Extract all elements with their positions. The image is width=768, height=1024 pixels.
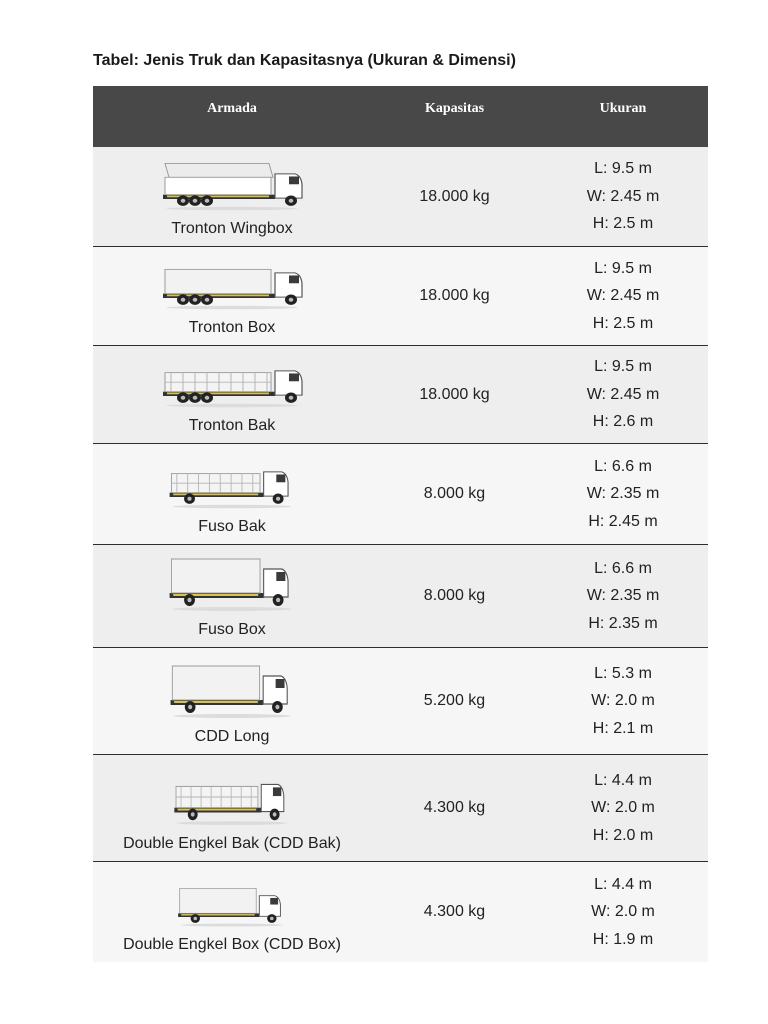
header-ukuran: Ukuran — [599, 101, 647, 116]
page-title: Tabel: Jenis Truk dan Kapasitasnya (Ukuran & Dimensi) — [93, 52, 516, 69]
armada-cell — [93, 247, 371, 345]
header-armada: Armada — [207, 101, 257, 116]
capacity-cell — [371, 755, 538, 861]
capacity-value: 18.000 kg — [419, 287, 490, 304]
dimension-height: H: 2.6 m — [592, 413, 654, 431]
dimension-height: H: 2.0 m — [592, 826, 654, 844]
dimension-width: W: 2.0 m — [591, 903, 655, 921]
dimensions-cell — [538, 648, 708, 754]
truck-fuso-box-icon — [166, 553, 298, 613]
truck-name: Tronton Bak — [188, 417, 276, 434]
dimension-width: W: 2.45 m — [586, 385, 660, 403]
capacity-value: 4.300 kg — [423, 903, 486, 920]
dimension-width: W: 2.0 m — [591, 692, 655, 710]
truck-cdd-bak-icon — [171, 769, 293, 827]
table-row — [93, 862, 708, 962]
truck-name: CDD Long — [194, 728, 270, 745]
table-row — [93, 346, 708, 444]
table-row — [93, 545, 708, 648]
truck-name: Tronton Box — [188, 319, 276, 336]
armada-cell — [93, 346, 371, 443]
dimensions-cell — [538, 444, 708, 544]
capacity-value: 18.000 kg — [419, 385, 490, 403]
dimension-height: H: 2.45 m — [588, 512, 658, 530]
dimension-height: H: 2.35 m — [588, 614, 658, 632]
dimension-length: L: 4.4 m — [594, 875, 652, 893]
dimensions-cell — [538, 862, 708, 962]
truck-name: Fuso Bak — [198, 518, 266, 535]
truck-cdd-long-icon — [167, 660, 297, 720]
dimension-length: L: 5.3 m — [594, 664, 652, 682]
dimension-length: L: 9.5 m — [594, 358, 652, 376]
dimensions-cell — [538, 147, 708, 246]
truck-cdd-box-icon — [175, 884, 289, 928]
truck-name: Fuso Box — [198, 621, 266, 638]
truck-table — [93, 86, 708, 962]
truck-tronton-wingbox-icon — [159, 160, 305, 212]
capacity-cell — [371, 648, 538, 754]
dimensions-cell — [538, 247, 708, 345]
dimensions-cell — [538, 346, 708, 443]
truck-name: Double Engkel Box (CDD Box) — [123, 936, 341, 953]
table-body — [93, 147, 708, 962]
dimension-length: L: 9.5 m — [594, 160, 652, 178]
capacity-cell — [371, 346, 538, 443]
dimension-width: W: 2.45 m — [586, 187, 660, 205]
capacity-value: 8.000 kg — [423, 485, 486, 502]
truck-tronton-box-icon — [159, 259, 305, 311]
dimension-width: W: 2.0 m — [591, 799, 655, 817]
capacity-value: 5.200 kg — [423, 692, 486, 709]
dimension-length: L: 6.6 m — [594, 457, 652, 475]
armada-cell — [93, 755, 371, 861]
dimension-width: W: 2.35 m — [586, 587, 660, 605]
capacity-cell — [371, 147, 538, 246]
capacity-cell — [371, 247, 538, 345]
capacity-cell — [371, 444, 538, 544]
dimensions-cell — [538, 755, 708, 861]
dimension-height: H: 2.1 m — [592, 719, 654, 737]
table-row — [93, 147, 708, 247]
armada-cell — [93, 147, 371, 246]
dimension-width: W: 2.35 m — [586, 485, 660, 503]
truck-fuso-bak-icon — [166, 458, 298, 510]
dimension-height: H: 2.5 m — [592, 215, 654, 233]
armada-cell — [93, 862, 371, 962]
table-row — [93, 247, 708, 346]
capacity-value: 8.000 kg — [423, 587, 486, 604]
table-row — [93, 648, 708, 755]
truck-name: Tronton Wingbox — [171, 220, 293, 237]
capacity-value: 18.000 kg — [419, 187, 490, 205]
armada-cell — [93, 545, 371, 647]
dimension-length: L: 9.5 m — [594, 259, 652, 277]
header-kapasitas: Kapasitas — [424, 101, 485, 116]
table-header — [93, 86, 708, 147]
capacity-cell — [371, 545, 538, 647]
truck-tronton-bak-icon — [159, 357, 305, 409]
capacity-cell — [371, 862, 538, 962]
dimension-width: W: 2.45 m — [586, 287, 660, 305]
capacity-value: 4.300 kg — [423, 799, 486, 816]
armada-cell — [93, 444, 371, 544]
dimension-length: L: 6.6 m — [594, 559, 652, 577]
dimensions-cell — [538, 545, 708, 647]
dimension-height: H: 2.5 m — [592, 314, 654, 332]
table-row — [93, 755, 708, 862]
truck-name: Double Engkel Bak (CDD Bak) — [123, 835, 341, 852]
dimension-height: H: 1.9 m — [592, 930, 654, 948]
dimension-length: L: 4.4 m — [594, 771, 652, 789]
armada-cell — [93, 648, 371, 754]
table-row — [93, 444, 708, 545]
